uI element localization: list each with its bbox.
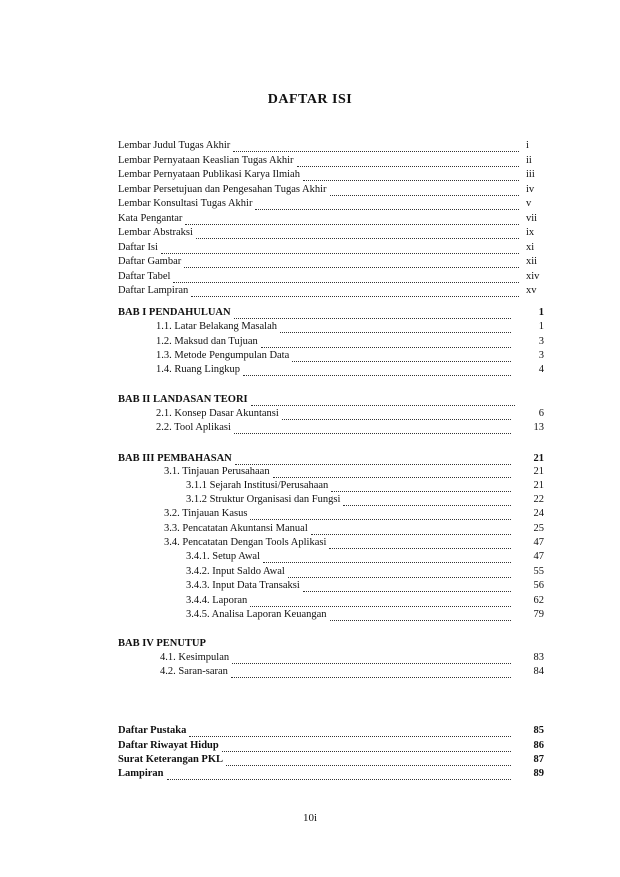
toc-subentry-label: 3.4.1. Setup Awal — [186, 551, 260, 562]
toc-subentry-label: 3.3. Pencatatan Akuntansi Manual — [164, 523, 308, 534]
toc-entry[interactable] — [118, 183, 544, 196]
toc-entry-page: xii — [526, 256, 538, 267]
toc-entry-label: Kata Pengantar — [118, 213, 183, 224]
toc-subentry-page: 47 — [533, 551, 544, 562]
toc-subentry[interactable] — [156, 363, 544, 376]
toc-subentry-label: 3.1.1 Sejarah Institusi/Perusahaan — [186, 480, 329, 491]
toc-entry-label: Daftar Riwayat Hidup — [118, 740, 219, 751]
toc-entry[interactable] — [118, 197, 544, 210]
chapter-heading-label: BAB IV PENUTUP — [118, 638, 206, 649]
toc-subentry-label: 1.3. Metode Pengumpulan Data — [156, 350, 290, 361]
toc-entry-label: Daftar Pustaka — [118, 725, 187, 736]
toc-entry-label: Daftar Tabel — [118, 271, 171, 282]
toc-entry-label: Surat Keterangan PKL — [118, 754, 223, 765]
toc-entry-page: i — [526, 140, 529, 151]
toc-subentry-label: 3.4.4. Laporan — [186, 595, 248, 606]
chapter-heading-label: BAB III PEMBAHASAN — [118, 453, 232, 464]
toc-subentry[interactable] — [186, 608, 544, 621]
toc-entry-page: v — [526, 198, 532, 209]
toc-entry-page: ix — [526, 227, 535, 238]
toc-subentry-page: 3 — [538, 336, 544, 347]
toc-subentry[interactable] — [164, 507, 544, 520]
toc-subentry[interactable] — [186, 479, 544, 492]
chapter-heading[interactable] — [118, 306, 544, 319]
toc-entry[interactable] — [118, 241, 544, 254]
toc-entry[interactable] — [118, 739, 544, 752]
toc-subentry-label: 3.4. Pencatatan Dengan Tools Aplikasi — [164, 537, 327, 548]
toc-entry-page: vii — [526, 213, 538, 224]
toc-subentry[interactable] — [164, 465, 544, 478]
toc-entry[interactable] — [118, 168, 544, 181]
toc-subentry[interactable] — [164, 536, 544, 549]
toc-entry[interactable] — [118, 226, 544, 239]
toc-subentry-label: 3.4.5. Analisa Laporan Keuangan — [186, 609, 327, 620]
toc-subentry-label: 3.1. Tinjauan Perusahaan — [164, 466, 270, 477]
toc-entry-label: Lembar Abstraksi — [118, 227, 193, 238]
toc-subentry-label: 3.1.2 Struktur Organisasi dan Fungsi — [186, 494, 341, 505]
toc-subentry-page: 84 — [533, 666, 544, 677]
toc-subentry-label: 3.4.2. Input Saldo Awal — [186, 566, 285, 577]
chapter-heading[interactable] — [118, 637, 318, 650]
toc-subentry-page: 25 — [533, 523, 544, 534]
toc-entry[interactable] — [118, 724, 544, 737]
toc-entry[interactable] — [118, 212, 544, 225]
chapter-heading-page: 1 — [538, 307, 544, 318]
toc-subentry[interactable] — [160, 651, 544, 664]
toc-entry-page: 85 — [533, 725, 544, 736]
toc-subentry-page: 79 — [533, 609, 544, 620]
toc-entry[interactable] — [118, 255, 544, 268]
toc-entry-page: ii — [526, 155, 532, 166]
toc-subentry[interactable] — [156, 335, 544, 348]
toc-subentry[interactable] — [156, 421, 544, 434]
toc-entry-label: Lampiran — [118, 768, 164, 779]
toc-entry-label: Lembar Pernyataan Publikasi Karya Ilmiah — [118, 169, 300, 180]
toc-subentry-page: 1 — [538, 321, 544, 332]
toc-entry-label: Daftar Gambar — [118, 256, 182, 267]
toc-subentry-label: 4.1. Kesimpulan — [160, 652, 230, 663]
toc-entry-label: Lembar Persetujuan dan Pengesahan Tugas Akhir — [118, 184, 327, 195]
toc-subentry-page: 6 — [538, 408, 544, 419]
toc-subentry-page: 21 — [533, 466, 544, 477]
toc-entry[interactable] — [118, 154, 544, 167]
toc-subentry-page: 3 — [538, 350, 544, 361]
toc-subentry-page: 47 — [533, 537, 544, 548]
toc-entry-label: Lembar Judul Tugas Akhir — [118, 140, 231, 151]
toc-entry-label: Daftar Isi — [118, 242, 158, 253]
chapter-heading[interactable] — [118, 452, 544, 465]
toc-subentry-label: 4.2. Saran-saran — [160, 666, 228, 677]
toc-subentry-label: 1.4. Ruang Lingkup — [156, 364, 240, 375]
toc-entry-page: xiv — [526, 271, 540, 282]
toc-subentry-label: 2.1. Konsep Dasar Akuntansi — [156, 408, 279, 419]
toc-entry-page: iii — [526, 169, 535, 180]
toc-subentry[interactable] — [186, 579, 544, 592]
toc-subentry-page: 13 — [533, 422, 544, 433]
toc-entry-page: 86 — [533, 740, 544, 751]
toc-subentry-page: 22 — [533, 494, 544, 505]
toc-subentry[interactable] — [186, 493, 544, 506]
toc-entry[interactable] — [118, 767, 544, 780]
toc-entry-page: iv — [526, 184, 535, 195]
page-title: DAFTAR ISI — [267, 92, 353, 107]
toc-entry[interactable] — [118, 270, 544, 283]
toc-entry-label: Daftar Lampiran — [118, 285, 189, 296]
toc-subentry-page: 21 — [533, 480, 544, 491]
toc-entry-page: xi — [526, 242, 535, 253]
toc-subentry-page: 83 — [533, 652, 544, 663]
toc-subentry-label: 1.2. Maksud dan Tujuan — [156, 336, 258, 347]
chapter-heading-page: 21 — [533, 453, 544, 464]
toc-subentry[interactable] — [156, 320, 544, 333]
toc-subentry[interactable] — [160, 665, 544, 678]
toc-subentry-page: 4 — [538, 364, 544, 375]
toc-subentry-label: 2.2. Tool Aplikasi — [156, 422, 231, 433]
toc-subentry-page: 62 — [533, 595, 544, 606]
toc-subentry[interactable] — [186, 565, 544, 578]
toc-entry[interactable] — [118, 284, 544, 297]
toc-subentry-label: 3.2. Tinjauan Kasus — [164, 508, 248, 519]
chapter-heading-label: BAB II LANDASAN TEORI — [118, 394, 248, 405]
toc-subentry[interactable] — [164, 522, 544, 535]
toc-entry[interactable] — [118, 139, 544, 152]
toc-entry-label: Lembar Konsultasi Tugas Akhir — [118, 198, 253, 209]
toc-entry[interactable] — [118, 753, 544, 766]
toc-subentry-label: 3.4.3. Input Data Transaksi — [186, 580, 300, 591]
toc-subentry[interactable] — [186, 594, 544, 607]
toc-subentry[interactable] — [156, 407, 544, 420]
toc-subentry-label: 1.1. Latar Belakang Masalah — [156, 321, 277, 332]
toc-entry-page: 89 — [533, 768, 544, 779]
toc-entry-page: 87 — [533, 754, 544, 765]
toc-entry-label: Lembar Pernyataan Keaslian Tugas Akhir — [118, 155, 294, 166]
page-number: 10i — [302, 812, 318, 824]
toc-subentry[interactable] — [156, 349, 544, 362]
toc-subentry-page: 24 — [533, 508, 544, 519]
toc-subentry-page: 56 — [533, 580, 544, 591]
toc-subentry-page: 55 — [533, 566, 544, 577]
chapter-heading[interactable] — [118, 393, 518, 406]
chapter-heading-label: BAB I PENDAHULUAN — [118, 307, 231, 318]
toc-subentry[interactable] — [186, 550, 544, 563]
toc-entry-page: xv — [526, 285, 537, 296]
